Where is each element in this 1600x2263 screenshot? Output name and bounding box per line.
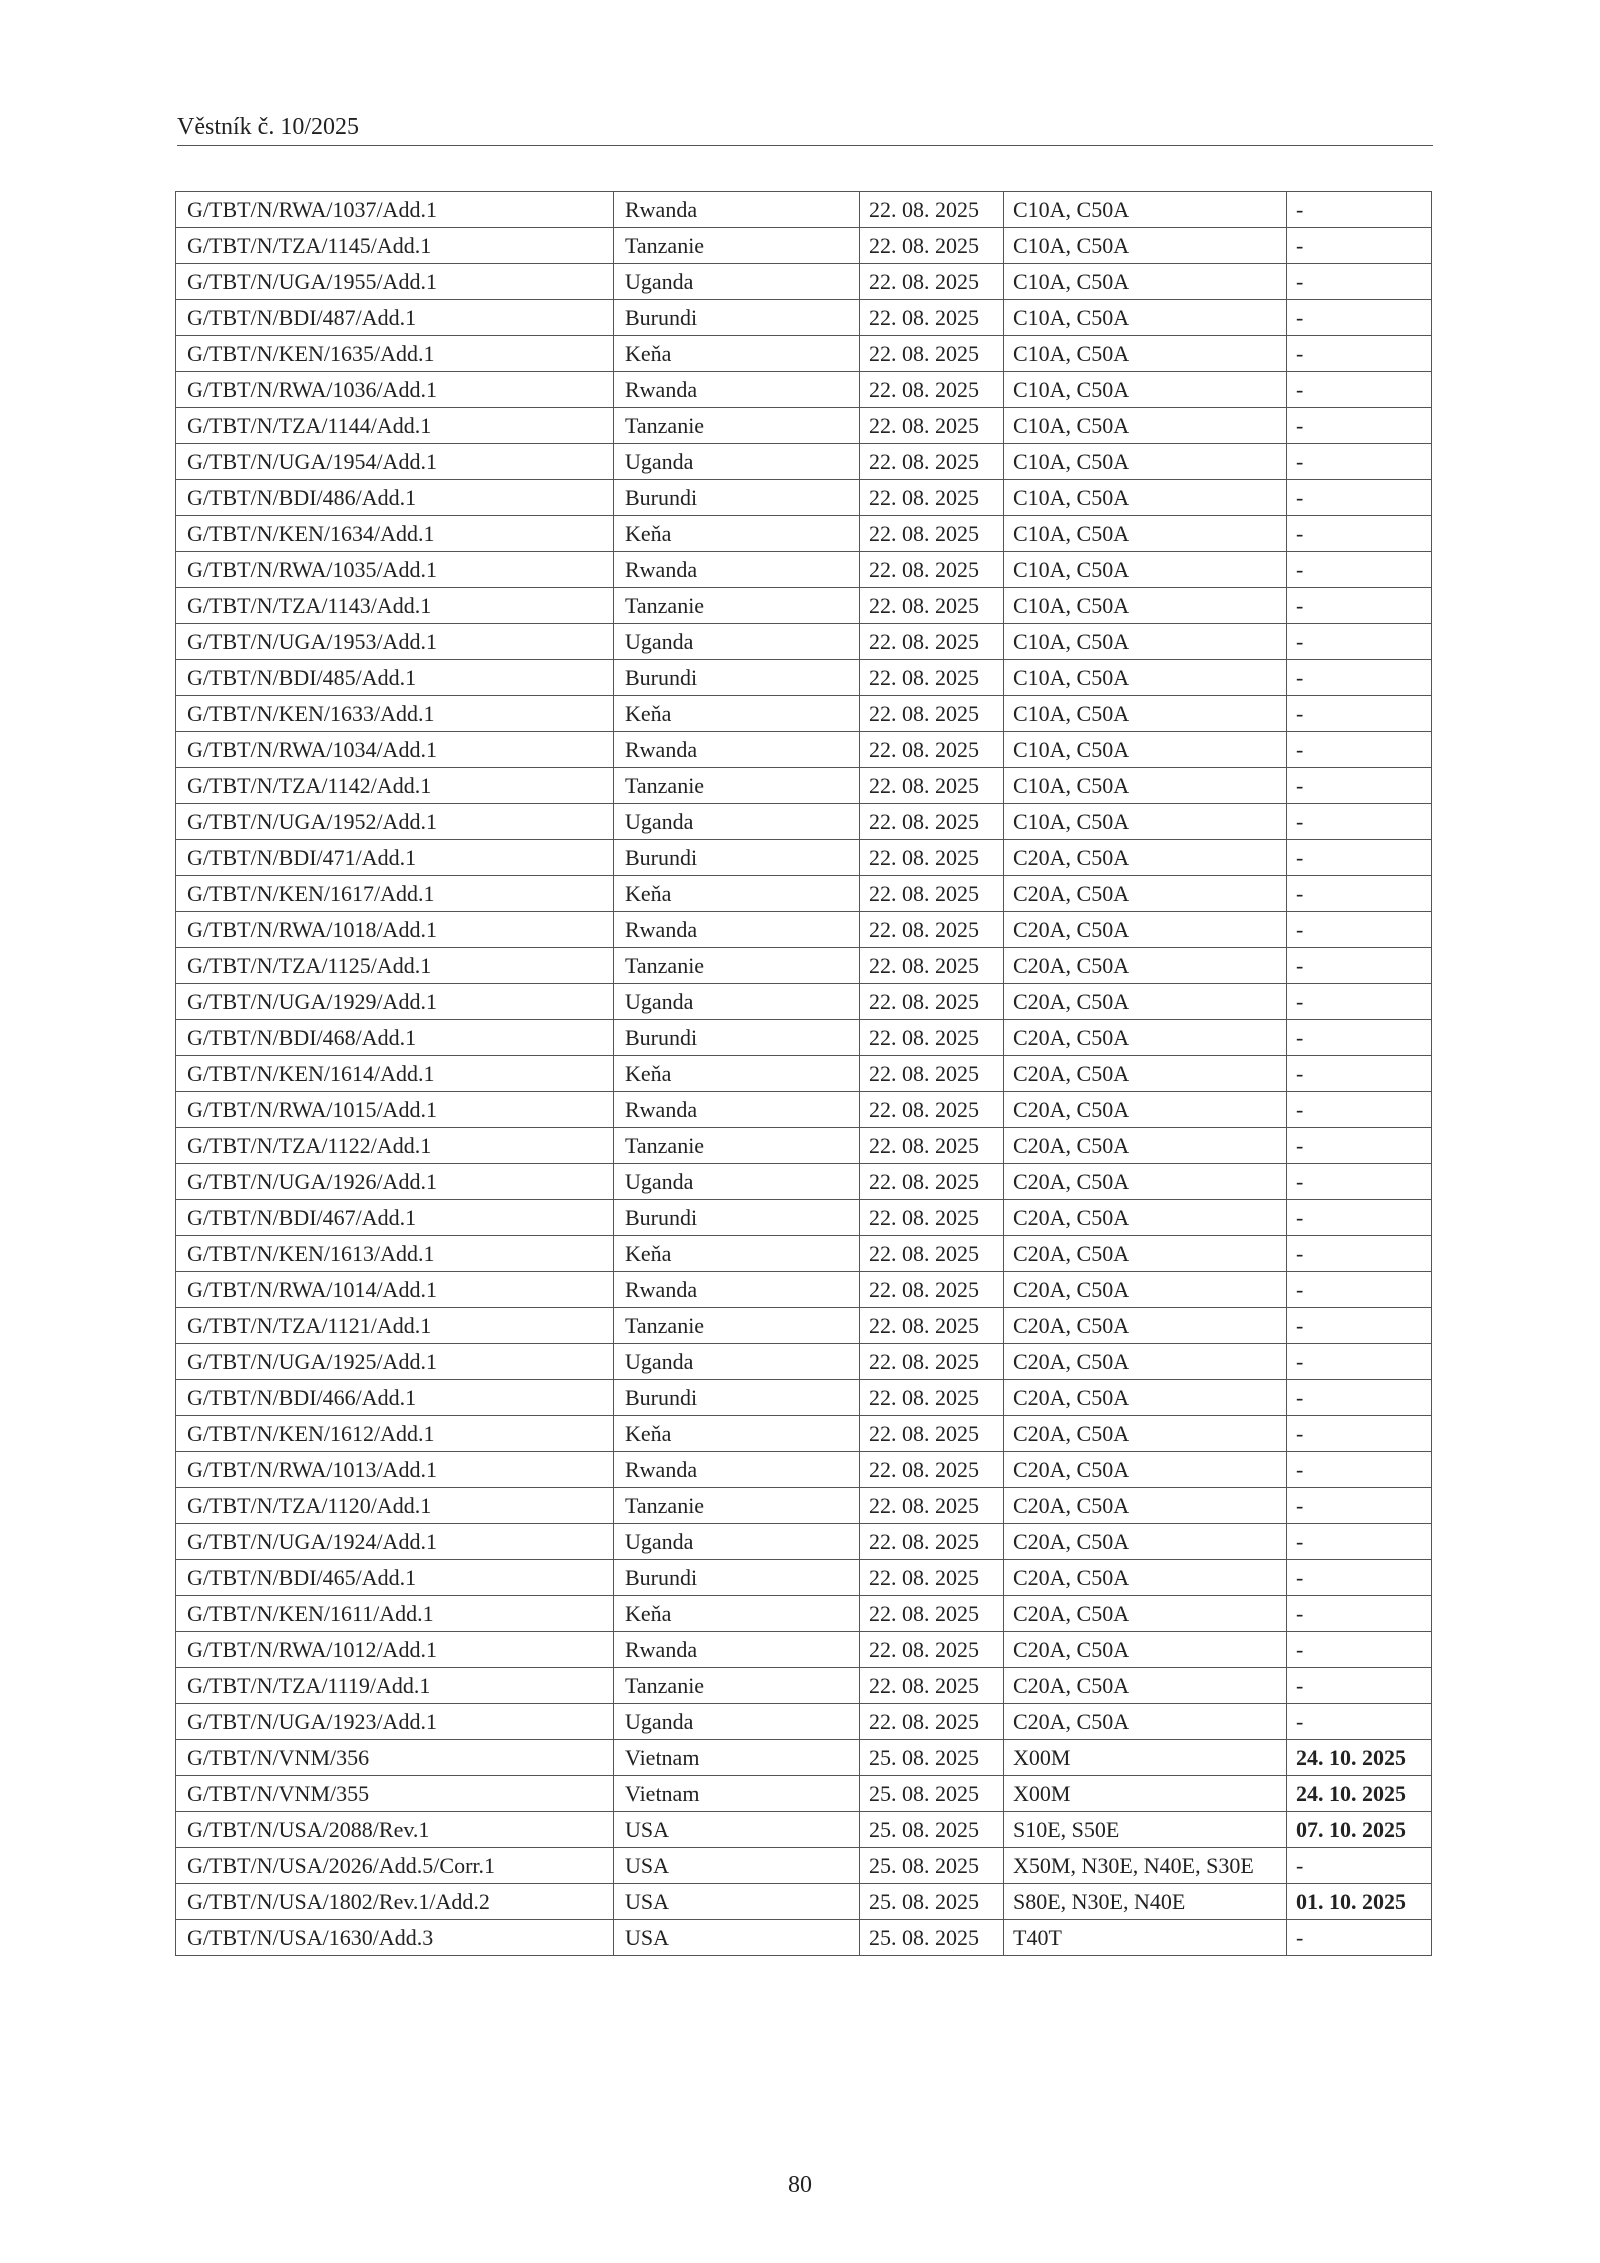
table-row bbox=[176, 1704, 1432, 1740]
country-cell: Tanzanie bbox=[614, 1488, 860, 1524]
notification-id-cell: G/TBT/N/TZA/1122/Add.1 bbox=[176, 1128, 614, 1164]
country-cell: Rwanda bbox=[614, 1452, 860, 1488]
category-codes-cell: C20A, C50A bbox=[1004, 1200, 1287, 1236]
table-row bbox=[176, 1488, 1432, 1524]
table-row bbox=[176, 192, 1432, 228]
table-row bbox=[176, 1740, 1432, 1776]
country-cell: Keňa bbox=[614, 1416, 860, 1452]
country-cell: Keňa bbox=[614, 696, 860, 732]
table-row bbox=[176, 552, 1432, 588]
country-cell: Burundi bbox=[614, 1560, 860, 1596]
category-codes-cell: C20A, C50A bbox=[1004, 1128, 1287, 1164]
notification-id-cell: G/TBT/N/TZA/1125/Add.1 bbox=[176, 948, 614, 984]
date-cell: 22. 08. 2025 bbox=[860, 1560, 1004, 1596]
journal-header-title: Věstník č. 10/2025 bbox=[177, 114, 359, 140]
table-row bbox=[176, 1596, 1432, 1632]
table-row bbox=[176, 1236, 1432, 1272]
country-cell: Burundi bbox=[614, 300, 860, 336]
deadline-cell: 24. 10. 2025 bbox=[1287, 1740, 1432, 1776]
date-cell: 22. 08. 2025 bbox=[860, 1128, 1004, 1164]
country-cell: Vietnam bbox=[614, 1776, 860, 1812]
category-codes-cell: C20A, C50A bbox=[1004, 1380, 1287, 1416]
notification-id-cell: G/TBT/N/RWA/1014/Add.1 bbox=[176, 1272, 614, 1308]
deadline-cell: - bbox=[1287, 948, 1432, 984]
notification-id-cell: G/TBT/N/UGA/1952/Add.1 bbox=[176, 804, 614, 840]
notification-id-cell: G/TBT/N/RWA/1034/Add.1 bbox=[176, 732, 614, 768]
category-codes-cell: C10A, C50A bbox=[1004, 480, 1287, 516]
deadline-cell: - bbox=[1287, 1596, 1432, 1632]
category-codes-cell: C20A, C50A bbox=[1004, 1056, 1287, 1092]
deadline-cell: - bbox=[1287, 516, 1432, 552]
notification-id-cell: G/TBT/N/RWA/1013/Add.1 bbox=[176, 1452, 614, 1488]
notifications-table bbox=[175, 191, 1432, 1956]
table-row bbox=[176, 336, 1432, 372]
category-codes-cell: C10A, C50A bbox=[1004, 768, 1287, 804]
table-row bbox=[176, 1056, 1432, 1092]
date-cell: 25. 08. 2025 bbox=[860, 1740, 1004, 1776]
category-codes-cell: C20A, C50A bbox=[1004, 1596, 1287, 1632]
table-row bbox=[176, 1416, 1432, 1452]
deadline-cell: - bbox=[1287, 264, 1432, 300]
country-cell: Rwanda bbox=[614, 1632, 860, 1668]
date-cell: 22. 08. 2025 bbox=[860, 912, 1004, 948]
date-cell: 22. 08. 2025 bbox=[860, 1200, 1004, 1236]
category-codes-cell: C10A, C50A bbox=[1004, 516, 1287, 552]
table-row bbox=[176, 1308, 1432, 1344]
notification-id-cell: G/TBT/N/KEN/1614/Add.1 bbox=[176, 1056, 614, 1092]
date-cell: 22. 08. 2025 bbox=[860, 228, 1004, 264]
table-row bbox=[176, 1848, 1432, 1884]
date-cell: 22. 08. 2025 bbox=[860, 840, 1004, 876]
notification-id-cell: G/TBT/N/RWA/1018/Add.1 bbox=[176, 912, 614, 948]
date-cell: 25. 08. 2025 bbox=[860, 1776, 1004, 1812]
date-cell: 22. 08. 2025 bbox=[860, 768, 1004, 804]
date-cell: 25. 08. 2025 bbox=[860, 1812, 1004, 1848]
country-cell: Uganda bbox=[614, 624, 860, 660]
table-row bbox=[176, 480, 1432, 516]
category-codes-cell: X50M, N30E, N40E, S30E bbox=[1004, 1848, 1287, 1884]
country-cell: Uganda bbox=[614, 804, 860, 840]
category-codes-cell: C10A, C50A bbox=[1004, 552, 1287, 588]
deadline-cell: - bbox=[1287, 984, 1432, 1020]
notification-id-cell: G/TBT/N/TZA/1121/Add.1 bbox=[176, 1308, 614, 1344]
date-cell: 22. 08. 2025 bbox=[860, 660, 1004, 696]
deadline-cell: - bbox=[1287, 1416, 1432, 1452]
deadline-cell: - bbox=[1287, 768, 1432, 804]
category-codes-cell: C20A, C50A bbox=[1004, 1308, 1287, 1344]
category-codes-cell: C20A, C50A bbox=[1004, 1164, 1287, 1200]
table-row bbox=[176, 1128, 1432, 1164]
notification-id-cell: G/TBT/N/USA/1802/Rev.1/Add.2 bbox=[176, 1884, 614, 1920]
category-codes-cell: C10A, C50A bbox=[1004, 444, 1287, 480]
country-cell: USA bbox=[614, 1884, 860, 1920]
country-cell: Uganda bbox=[614, 984, 860, 1020]
notification-id-cell: G/TBT/N/UGA/1954/Add.1 bbox=[176, 444, 614, 480]
date-cell: 22. 08. 2025 bbox=[860, 552, 1004, 588]
deadline-cell: 07. 10. 2025 bbox=[1287, 1812, 1432, 1848]
notification-id-cell: G/TBT/N/RWA/1037/Add.1 bbox=[176, 192, 614, 228]
table-row bbox=[176, 912, 1432, 948]
country-cell: Keňa bbox=[614, 1236, 860, 1272]
table-row bbox=[176, 660, 1432, 696]
notification-id-cell: G/TBT/N/KEN/1612/Add.1 bbox=[176, 1416, 614, 1452]
country-cell: Uganda bbox=[614, 444, 860, 480]
deadline-cell: - bbox=[1287, 1092, 1432, 1128]
category-codes-cell: C20A, C50A bbox=[1004, 1344, 1287, 1380]
country-cell: Rwanda bbox=[614, 192, 860, 228]
table-row bbox=[176, 1668, 1432, 1704]
table-row bbox=[176, 1092, 1432, 1128]
notification-id-cell: G/TBT/N/UGA/1923/Add.1 bbox=[176, 1704, 614, 1740]
category-codes-cell: C10A, C50A bbox=[1004, 696, 1287, 732]
date-cell: 22. 08. 2025 bbox=[860, 804, 1004, 840]
country-cell: Keňa bbox=[614, 1056, 860, 1092]
country-cell: Tanzanie bbox=[614, 768, 860, 804]
table-row bbox=[176, 768, 1432, 804]
deadline-cell: - bbox=[1287, 336, 1432, 372]
notification-id-cell: G/TBT/N/TZA/1142/Add.1 bbox=[176, 768, 614, 804]
category-codes-cell: C20A, C50A bbox=[1004, 1272, 1287, 1308]
table-row bbox=[176, 300, 1432, 336]
category-codes-cell: C10A, C50A bbox=[1004, 624, 1287, 660]
category-codes-cell: C20A, C50A bbox=[1004, 984, 1287, 1020]
date-cell: 22. 08. 2025 bbox=[860, 300, 1004, 336]
country-cell: Burundi bbox=[614, 1380, 860, 1416]
deadline-cell: - bbox=[1287, 1020, 1432, 1056]
table-row bbox=[176, 228, 1432, 264]
notification-id-cell: G/TBT/N/UGA/1924/Add.1 bbox=[176, 1524, 614, 1560]
table-row bbox=[176, 372, 1432, 408]
table-row bbox=[176, 1344, 1432, 1380]
date-cell: 22. 08. 2025 bbox=[860, 192, 1004, 228]
deadline-cell: - bbox=[1287, 192, 1432, 228]
notification-id-cell: G/TBT/N/UGA/1929/Add.1 bbox=[176, 984, 614, 1020]
category-codes-cell: T40T bbox=[1004, 1920, 1287, 1956]
table-row bbox=[176, 1452, 1432, 1488]
country-cell: Burundi bbox=[614, 1200, 860, 1236]
deadline-cell: - bbox=[1287, 372, 1432, 408]
table-row bbox=[176, 408, 1432, 444]
notification-id-cell: G/TBT/N/KEN/1617/Add.1 bbox=[176, 876, 614, 912]
notification-id-cell: G/TBT/N/UGA/1953/Add.1 bbox=[176, 624, 614, 660]
table-row bbox=[176, 516, 1432, 552]
date-cell: 22. 08. 2025 bbox=[860, 1164, 1004, 1200]
deadline-cell: - bbox=[1287, 1056, 1432, 1092]
deadline-cell: - bbox=[1287, 1380, 1432, 1416]
date-cell: 22. 08. 2025 bbox=[860, 516, 1004, 552]
date-cell: 25. 08. 2025 bbox=[860, 1920, 1004, 1956]
country-cell: Vietnam bbox=[614, 1740, 860, 1776]
deadline-cell: - bbox=[1287, 408, 1432, 444]
deadline-cell: - bbox=[1287, 912, 1432, 948]
country-cell: Rwanda bbox=[614, 912, 860, 948]
country-cell: Burundi bbox=[614, 480, 860, 516]
category-codes-cell: C10A, C50A bbox=[1004, 336, 1287, 372]
country-cell: Burundi bbox=[614, 840, 860, 876]
deadline-cell: - bbox=[1287, 660, 1432, 696]
notification-id-cell: G/TBT/N/BDI/467/Add.1 bbox=[176, 1200, 614, 1236]
table-row bbox=[176, 1020, 1432, 1056]
table-row bbox=[176, 696, 1432, 732]
deadline-cell: - bbox=[1287, 1632, 1432, 1668]
date-cell: 22. 08. 2025 bbox=[860, 480, 1004, 516]
country-cell: Burundi bbox=[614, 1020, 860, 1056]
notification-id-cell: G/TBT/N/UGA/1925/Add.1 bbox=[176, 1344, 614, 1380]
notification-id-cell: G/TBT/N/KEN/1611/Add.1 bbox=[176, 1596, 614, 1632]
date-cell: 25. 08. 2025 bbox=[860, 1848, 1004, 1884]
country-cell: Rwanda bbox=[614, 732, 860, 768]
deadline-cell: - bbox=[1287, 1164, 1432, 1200]
deadline-cell: - bbox=[1287, 1668, 1432, 1704]
country-cell: Burundi bbox=[614, 660, 860, 696]
date-cell: 22. 08. 2025 bbox=[860, 336, 1004, 372]
category-codes-cell: C20A, C50A bbox=[1004, 1452, 1287, 1488]
deadline-cell: - bbox=[1287, 300, 1432, 336]
header-divider bbox=[177, 145, 1433, 146]
date-cell: 22. 08. 2025 bbox=[860, 984, 1004, 1020]
table-row bbox=[176, 840, 1432, 876]
category-codes-cell: C10A, C50A bbox=[1004, 372, 1287, 408]
category-codes-cell: C20A, C50A bbox=[1004, 1524, 1287, 1560]
country-cell: Uganda bbox=[614, 1704, 860, 1740]
deadline-cell: - bbox=[1287, 1236, 1432, 1272]
country-cell: Tanzanie bbox=[614, 1128, 860, 1164]
category-codes-cell: C10A, C50A bbox=[1004, 228, 1287, 264]
country-cell: Keňa bbox=[614, 336, 860, 372]
category-codes-cell: S80E, N30E, N40E bbox=[1004, 1884, 1287, 1920]
category-codes-cell: C10A, C50A bbox=[1004, 264, 1287, 300]
notification-id-cell: G/TBT/N/BDI/485/Add.1 bbox=[176, 660, 614, 696]
category-codes-cell: C20A, C50A bbox=[1004, 1092, 1287, 1128]
deadline-cell: - bbox=[1287, 1200, 1432, 1236]
deadline-cell: - bbox=[1287, 696, 1432, 732]
table-row bbox=[176, 984, 1432, 1020]
deadline-cell: - bbox=[1287, 1308, 1432, 1344]
notification-id-cell: G/TBT/N/BDI/465/Add.1 bbox=[176, 1560, 614, 1596]
category-codes-cell: C20A, C50A bbox=[1004, 912, 1287, 948]
deadline-cell: - bbox=[1287, 444, 1432, 480]
date-cell: 22. 08. 2025 bbox=[860, 444, 1004, 480]
table-row bbox=[176, 948, 1432, 984]
date-cell: 22. 08. 2025 bbox=[860, 948, 1004, 984]
table-row bbox=[176, 1560, 1432, 1596]
table-row bbox=[176, 732, 1432, 768]
date-cell: 22. 08. 2025 bbox=[860, 1452, 1004, 1488]
category-codes-cell: C20A, C50A bbox=[1004, 1704, 1287, 1740]
date-cell: 22. 08. 2025 bbox=[860, 1092, 1004, 1128]
notification-id-cell: G/TBT/N/VNM/356 bbox=[176, 1740, 614, 1776]
notification-id-cell: G/TBT/N/TZA/1145/Add.1 bbox=[176, 228, 614, 264]
deadline-cell: 24. 10. 2025 bbox=[1287, 1776, 1432, 1812]
date-cell: 22. 08. 2025 bbox=[860, 1524, 1004, 1560]
date-cell: 22. 08. 2025 bbox=[860, 588, 1004, 624]
country-cell: Rwanda bbox=[614, 372, 860, 408]
category-codes-cell: C20A, C50A bbox=[1004, 840, 1287, 876]
country-cell: Tanzanie bbox=[614, 1308, 860, 1344]
notification-id-cell: G/TBT/N/RWA/1012/Add.1 bbox=[176, 1632, 614, 1668]
country-cell: Tanzanie bbox=[614, 408, 860, 444]
country-cell: Keňa bbox=[614, 876, 860, 912]
date-cell: 25. 08. 2025 bbox=[860, 1884, 1004, 1920]
notification-id-cell: G/TBT/N/KEN/1635/Add.1 bbox=[176, 336, 614, 372]
notification-id-cell: G/TBT/N/BDI/471/Add.1 bbox=[176, 840, 614, 876]
country-cell: Uganda bbox=[614, 1344, 860, 1380]
country-cell: Uganda bbox=[614, 264, 860, 300]
date-cell: 22. 08. 2025 bbox=[860, 264, 1004, 300]
category-codes-cell: X00M bbox=[1004, 1776, 1287, 1812]
deadline-cell: - bbox=[1287, 1560, 1432, 1596]
table-row bbox=[176, 444, 1432, 480]
notification-id-cell: G/TBT/N/TZA/1119/Add.1 bbox=[176, 1668, 614, 1704]
category-codes-cell: C20A, C50A bbox=[1004, 1632, 1287, 1668]
country-cell: USA bbox=[614, 1812, 860, 1848]
deadline-cell: - bbox=[1287, 1344, 1432, 1380]
deadline-cell: - bbox=[1287, 552, 1432, 588]
table-row bbox=[176, 1272, 1432, 1308]
notification-id-cell: G/TBT/N/TZA/1144/Add.1 bbox=[176, 408, 614, 444]
notification-id-cell: G/TBT/N/BDI/466/Add.1 bbox=[176, 1380, 614, 1416]
notification-id-cell: G/TBT/N/USA/2088/Rev.1 bbox=[176, 1812, 614, 1848]
category-codes-cell: C10A, C50A bbox=[1004, 408, 1287, 444]
table-row bbox=[176, 1884, 1432, 1920]
table-row bbox=[176, 876, 1432, 912]
table-row bbox=[176, 588, 1432, 624]
country-cell: Keňa bbox=[614, 516, 860, 552]
date-cell: 22. 08. 2025 bbox=[860, 1020, 1004, 1056]
deadline-cell: - bbox=[1287, 228, 1432, 264]
table-row bbox=[176, 624, 1432, 660]
deadline-cell: - bbox=[1287, 1704, 1432, 1740]
date-cell: 22. 08. 2025 bbox=[860, 1236, 1004, 1272]
table-row bbox=[176, 1524, 1432, 1560]
deadline-cell: - bbox=[1287, 1920, 1432, 1956]
date-cell: 22. 08. 2025 bbox=[860, 1704, 1004, 1740]
deadline-cell: - bbox=[1287, 480, 1432, 516]
category-codes-cell: C10A, C50A bbox=[1004, 300, 1287, 336]
country-cell: USA bbox=[614, 1920, 860, 1956]
table-row bbox=[176, 1380, 1432, 1416]
deadline-cell: 01. 10. 2025 bbox=[1287, 1884, 1432, 1920]
date-cell: 22. 08. 2025 bbox=[860, 408, 1004, 444]
date-cell: 22. 08. 2025 bbox=[860, 1416, 1004, 1452]
deadline-cell: - bbox=[1287, 1848, 1432, 1884]
notification-id-cell: G/TBT/N/RWA/1015/Add.1 bbox=[176, 1092, 614, 1128]
category-codes-cell: C20A, C50A bbox=[1004, 876, 1287, 912]
notification-id-cell: G/TBT/N/BDI/486/Add.1 bbox=[176, 480, 614, 516]
date-cell: 22. 08. 2025 bbox=[860, 1596, 1004, 1632]
category-codes-cell: C10A, C50A bbox=[1004, 192, 1287, 228]
country-cell: Uganda bbox=[614, 1164, 860, 1200]
deadline-cell: - bbox=[1287, 732, 1432, 768]
table-row bbox=[176, 1632, 1432, 1668]
deadline-cell: - bbox=[1287, 840, 1432, 876]
notification-id-cell: G/TBT/N/UGA/1926/Add.1 bbox=[176, 1164, 614, 1200]
deadline-cell: - bbox=[1287, 588, 1432, 624]
deadline-cell: - bbox=[1287, 876, 1432, 912]
country-cell: Uganda bbox=[614, 1524, 860, 1560]
notification-id-cell: G/TBT/N/VNM/355 bbox=[176, 1776, 614, 1812]
table-row bbox=[176, 1200, 1432, 1236]
notification-id-cell: G/TBT/N/TZA/1120/Add.1 bbox=[176, 1488, 614, 1524]
date-cell: 22. 08. 2025 bbox=[860, 1272, 1004, 1308]
notification-id-cell: G/TBT/N/KEN/1613/Add.1 bbox=[176, 1236, 614, 1272]
notification-id-cell: G/TBT/N/UGA/1955/Add.1 bbox=[176, 264, 614, 300]
deadline-cell: - bbox=[1287, 804, 1432, 840]
notification-id-cell: G/TBT/N/BDI/487/Add.1 bbox=[176, 300, 614, 336]
date-cell: 22. 08. 2025 bbox=[860, 624, 1004, 660]
notification-id-cell: G/TBT/N/USA/2026/Add.5/Corr.1 bbox=[176, 1848, 614, 1884]
deadline-cell: - bbox=[1287, 1488, 1432, 1524]
notification-id-cell: G/TBT/N/USA/1630/Add.3 bbox=[176, 1920, 614, 1956]
date-cell: 22. 08. 2025 bbox=[860, 1380, 1004, 1416]
category-codes-cell: C20A, C50A bbox=[1004, 1236, 1287, 1272]
category-codes-cell: C20A, C50A bbox=[1004, 948, 1287, 984]
date-cell: 22. 08. 2025 bbox=[860, 1056, 1004, 1092]
deadline-cell: - bbox=[1287, 624, 1432, 660]
notification-id-cell: G/TBT/N/KEN/1634/Add.1 bbox=[176, 516, 614, 552]
date-cell: 22. 08. 2025 bbox=[860, 732, 1004, 768]
category-codes-cell: C10A, C50A bbox=[1004, 588, 1287, 624]
date-cell: 22. 08. 2025 bbox=[860, 1308, 1004, 1344]
country-cell: Tanzanie bbox=[614, 948, 860, 984]
country-cell: Keňa bbox=[614, 1596, 860, 1632]
deadline-cell: - bbox=[1287, 1524, 1432, 1560]
country-cell: Rwanda bbox=[614, 1092, 860, 1128]
page-number: 80 bbox=[788, 2172, 812, 2198]
notification-id-cell: G/TBT/N/KEN/1633/Add.1 bbox=[176, 696, 614, 732]
date-cell: 22. 08. 2025 bbox=[860, 876, 1004, 912]
country-cell: Rwanda bbox=[614, 552, 860, 588]
table-row bbox=[176, 1776, 1432, 1812]
notification-id-cell: G/TBT/N/RWA/1035/Add.1 bbox=[176, 552, 614, 588]
date-cell: 22. 08. 2025 bbox=[860, 696, 1004, 732]
table-row bbox=[176, 804, 1432, 840]
category-codes-cell: X00M bbox=[1004, 1740, 1287, 1776]
category-codes-cell: C20A, C50A bbox=[1004, 1560, 1287, 1596]
country-cell: USA bbox=[614, 1848, 860, 1884]
date-cell: 22. 08. 2025 bbox=[860, 1668, 1004, 1704]
country-cell: Tanzanie bbox=[614, 588, 860, 624]
deadline-cell: - bbox=[1287, 1452, 1432, 1488]
category-codes-cell: C20A, C50A bbox=[1004, 1416, 1287, 1452]
notification-id-cell: G/TBT/N/BDI/468/Add.1 bbox=[176, 1020, 614, 1056]
category-codes-cell: C20A, C50A bbox=[1004, 1668, 1287, 1704]
deadline-cell: - bbox=[1287, 1128, 1432, 1164]
category-codes-cell: C10A, C50A bbox=[1004, 804, 1287, 840]
date-cell: 22. 08. 2025 bbox=[860, 1632, 1004, 1668]
category-codes-cell: C10A, C50A bbox=[1004, 732, 1287, 768]
table-row bbox=[176, 1164, 1432, 1200]
category-codes-cell: C10A, C50A bbox=[1004, 660, 1287, 696]
date-cell: 22. 08. 2025 bbox=[860, 1488, 1004, 1524]
deadline-cell: - bbox=[1287, 1272, 1432, 1308]
notification-id-cell: G/TBT/N/TZA/1143/Add.1 bbox=[176, 588, 614, 624]
table-row bbox=[176, 264, 1432, 300]
category-codes-cell: C20A, C50A bbox=[1004, 1488, 1287, 1524]
notification-id-cell: G/TBT/N/RWA/1036/Add.1 bbox=[176, 372, 614, 408]
table-row bbox=[176, 1920, 1432, 1956]
date-cell: 22. 08. 2025 bbox=[860, 1344, 1004, 1380]
table-row bbox=[176, 1812, 1432, 1848]
date-cell: 22. 08. 2025 bbox=[860, 372, 1004, 408]
country-cell: Tanzanie bbox=[614, 1668, 860, 1704]
category-codes-cell: S10E, S50E bbox=[1004, 1812, 1287, 1848]
country-cell: Rwanda bbox=[614, 1272, 860, 1308]
country-cell: Tanzanie bbox=[614, 228, 860, 264]
category-codes-cell: C20A, C50A bbox=[1004, 1020, 1287, 1056]
